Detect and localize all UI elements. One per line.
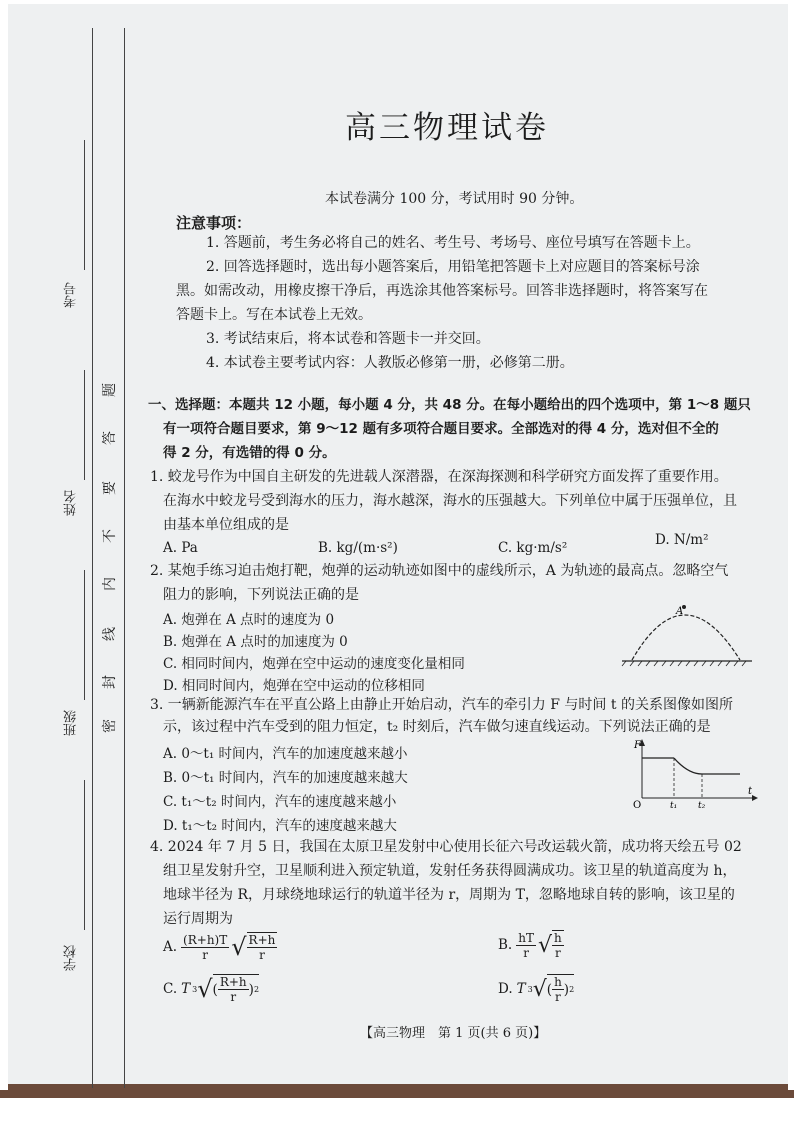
- notice-line: 4. 本试卷主要考试内容：人教版必修第一册，必修第二册。: [206, 355, 574, 371]
- field-name: [62, 490, 81, 516]
- option-a: A. 0～t₁ 时间内，汽车的加速度越来越小: [163, 746, 408, 762]
- seal-char: 不: [102, 529, 118, 543]
- root-fraction: [218, 975, 249, 1004]
- seal-char: 封: [102, 675, 118, 689]
- question-4-text: 地球半径为 R，月球绕地球运行的轨道半径为 r，周期为 T，忽略地球自转的影响，该卫星的: [163, 887, 735, 903]
- question-1-text: 1. 蛟龙号作为中国自主研发的先进载人深潜器，在深海探测和科学研究方面发挥了重要作用。: [150, 469, 728, 485]
- origin-label: O: [633, 800, 642, 811]
- notice-line: 黑。如需改动，用橡皮擦干净后，再选涂其他答案标号。回答非选择题时，将答案写在: [176, 283, 708, 299]
- question-4-text: 4. 2024 年 7 月 5 日，我国在太原卫星发射中心使用长征六号改运载火箭，成功将天绘五号 02: [150, 839, 742, 855]
- sqrt-sign: √: [532, 976, 547, 1002]
- field-underline: [84, 370, 85, 480]
- field-label: 班级: [64, 710, 79, 736]
- t1-label: t₁: [670, 801, 678, 811]
- option-d: D. t₁～t₂ 时间内，汽车的速度越来越大: [163, 818, 397, 834]
- root-fraction: [247, 932, 278, 962]
- x-axis-arrow: [752, 795, 758, 801]
- force-time-graph: [630, 736, 760, 812]
- field-label: 学校: [64, 945, 79, 971]
- trajectory-curve: [632, 615, 740, 660]
- notice-line: 答题卡上。写在本试卷上无效。: [176, 307, 372, 323]
- denominator: r: [259, 948, 265, 962]
- sqrt-sign: √: [197, 975, 213, 1003]
- option-b-formula: [498, 930, 564, 960]
- option-letter: B.: [498, 937, 513, 953]
- section-instructions: 有一项符合题目要求，第 9～12 题有多项符合题目要求。全部选对的得 4 分，选对但不全的: [163, 421, 719, 437]
- root-index: 3: [192, 984, 198, 994]
- denominator: r: [523, 945, 529, 960]
- notice-line: 1. 答题前，考生务必将自己的姓名、考生号、考场号、座位号填写在答题卡上。: [206, 235, 700, 251]
- option-a-formula: [163, 932, 277, 962]
- option-b: B. 0～t₁ 时间内，汽车的加速度越来越大: [163, 770, 408, 786]
- field-school: [62, 945, 81, 971]
- question-2-text: 阻力的影响，下列说法正确的是: [163, 587, 359, 603]
- fraction: [181, 933, 229, 962]
- margin-line-inner: [124, 28, 125, 1088]
- option-d-formula: [498, 974, 574, 1004]
- sqrt-sign: √: [537, 932, 552, 958]
- option-b: B. 炮弹在 A 点时的加速度为 0: [163, 634, 348, 650]
- period-symbol: T: [181, 981, 191, 997]
- question-3-text: 3. 一辆新能源汽车在平直公路上由静止开始启动，汽车的牵引力 F 与时间 t 的关系图像如图所: [150, 697, 733, 713]
- denominator: r: [202, 947, 209, 962]
- fraction: [516, 931, 536, 960]
- option-d: D. 相同时间内，炮弹在空中运动的位移相同: [163, 678, 425, 694]
- numerator: h: [554, 975, 562, 989]
- option-c: C. t₁～t₂ 时间内，汽车的速度越来越小: [163, 794, 397, 810]
- numerator: hT: [518, 930, 534, 945]
- option-c: C. 相同时间内，炮弹在空中运动的速度变化量相同: [163, 656, 465, 672]
- notice-line: 3. 考试结束后，将本试卷和答题卡一并交回。: [206, 331, 490, 347]
- option-letter: D.: [498, 981, 513, 997]
- ground-hatch: [622, 661, 746, 666]
- notice-line: 2. 回答选择题时，选出每小题答案后，用铅笔把答题卡上对应题目的答案标号涂: [206, 259, 700, 275]
- option-a: A. 炮弹在 A 点时的速度为 0: [163, 612, 335, 628]
- option-d: D. N/m²: [655, 532, 709, 548]
- field-class: [62, 710, 81, 736]
- table-edge: [0, 1090, 794, 1098]
- option-b: B. kg/(m·s²): [318, 540, 398, 556]
- x-axis-label: t: [748, 786, 753, 797]
- sqrt-sign: √: [231, 933, 247, 961]
- trajectory-figure: [618, 590, 758, 670]
- numerator: R+h: [248, 933, 276, 947]
- seal-char: 题: [102, 383, 118, 397]
- numerator: h: [553, 931, 562, 945]
- option-c-formula: [163, 974, 259, 1004]
- field-underline: [84, 140, 85, 270]
- exam-info: 本试卷满分 100 分，考试用时 90 分钟。: [325, 191, 584, 207]
- option-a: A. Pa: [163, 540, 198, 556]
- section-instructions: 一、选择题：本题共 12 小题，每小题 4 分，共 48 分。在每小题给出的四个选项中，第 1～8 题只: [148, 397, 751, 413]
- page-footer: 【高三物理 第 1 页(共 6 页)】: [360, 1026, 547, 1041]
- t2-label: t₂: [698, 801, 706, 811]
- denominator: r: [230, 990, 237, 1004]
- field-exam-number: [62, 282, 81, 308]
- field-underline: [84, 780, 85, 930]
- question-3-text: 示，该过程中汽车受到的阻力恒定，t₂ 时刻后，汽车做匀速直线运动。下列说法正确的是: [163, 719, 711, 735]
- seal-char: 内: [102, 577, 118, 591]
- root-body: ( $\frac{R+h}{r}$ ) 2: [212, 975, 260, 1004]
- seal-char: 答: [102, 431, 118, 445]
- question-2-text: 2. 某炮手练习迫击炮打靶，炮弹的运动轨迹如图中的虚线所示，A 为轨迹的最高点。忽略空气: [150, 563, 729, 579]
- denominator: r: [554, 946, 561, 960]
- option-c: C. kg·m/s²: [498, 540, 568, 556]
- field-label: 姓名: [64, 490, 79, 516]
- margin-line-outer: [92, 28, 93, 1088]
- root-body: ( $\frac{h}{r}$ ) 2: [546, 975, 575, 1004]
- question-4-text: 组卫星发射升空，卫星顺利进入预定轨道，发射任务获得圆满成功。该卫星的轨道高度为 h，: [163, 863, 737, 879]
- root-fraction: [552, 975, 564, 1004]
- root-fraction: [552, 930, 564, 960]
- numerator: R+h: [219, 975, 247, 989]
- force-segment-decreasing: [674, 758, 702, 774]
- question-4-text: 运行周期为: [163, 911, 233, 927]
- power: 2: [569, 985, 575, 994]
- numerator: (R+h)T: [183, 932, 228, 947]
- point-a-label: A: [676, 606, 684, 617]
- period-symbol: T: [516, 981, 526, 997]
- field-label: 考号: [64, 282, 79, 308]
- power: 2: [253, 985, 260, 994]
- option-letter: A.: [163, 939, 178, 955]
- field-underline: [84, 570, 85, 700]
- root-index: 3: [527, 984, 533, 994]
- page-title: 高三物理试卷: [345, 110, 549, 146]
- section-instructions: 得 2 分，有选错的得 0 分。: [163, 445, 336, 461]
- y-axis-label: F: [634, 740, 641, 751]
- option-letter: C.: [163, 981, 178, 997]
- seal-char: 要: [102, 481, 118, 495]
- notice-heading: 注意事项：: [176, 214, 252, 232]
- seal-char: 密: [102, 719, 118, 733]
- seal-char: 线: [102, 627, 118, 641]
- question-1-text: 在海水中蛟龙号受到海水的压力，海水越深，海水的压强越大。下列单位中属于压强单位，且: [163, 493, 737, 509]
- denominator: r: [555, 990, 561, 1004]
- question-1-text: 由基本单位组成的是: [163, 517, 289, 533]
